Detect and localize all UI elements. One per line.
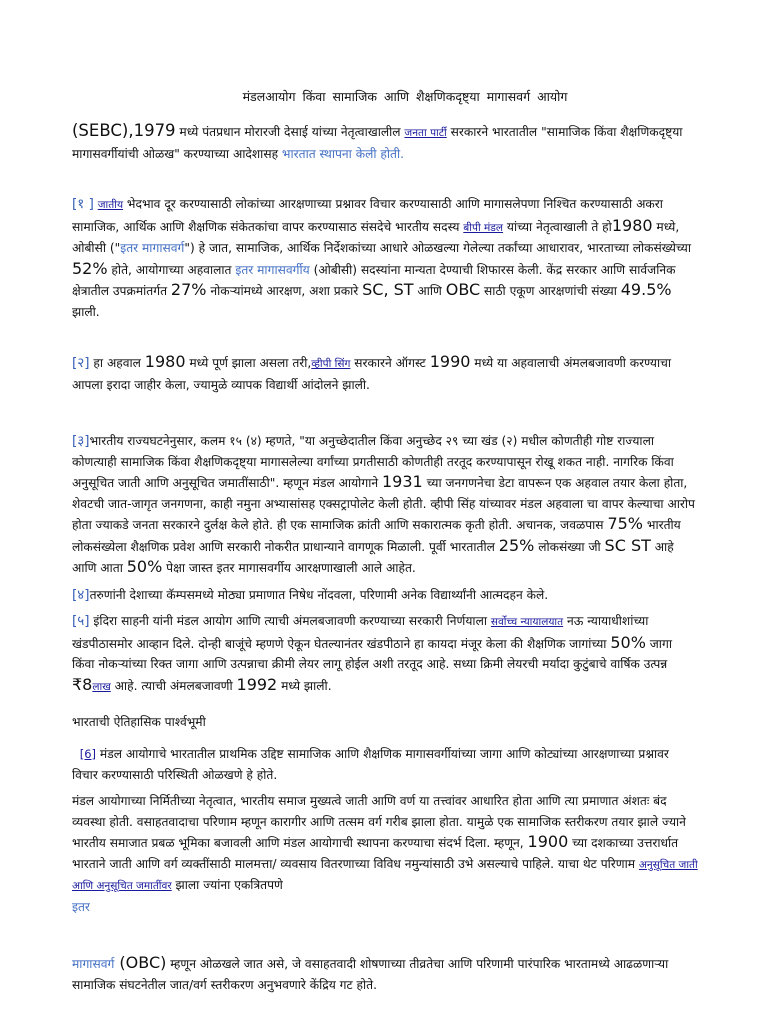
text: झाली.	[72, 304, 100, 319]
number: 50%	[126, 557, 163, 576]
text: (ओबीसी) सदस्यांना मान्यता देण्याची शिफारस केली. केंद्र सरकार आणि सार्वजनिक क्षेत्रातील उपक्रमांतर्गत	[72, 262, 676, 298]
number: 1992	[236, 674, 278, 694]
text: मध्ये झाली.	[277, 678, 332, 693]
text: मध्ये पंतप्रधान मोरारजी देसाई यांच्या नेतृत्वाखालील	[175, 125, 405, 139]
link-supreme-court[interactable]: सर्वोच्च न्यायालयात	[490, 616, 564, 628]
text: सरकारने ऑगस्ट	[350, 356, 430, 370]
paragraph-ref-6	[72, 744, 698, 785]
text: भारतीय राज्यघटनेनुसार, कलम १५ (४) म्हणते, "या अनुच्छेदातील किंवा अनुच्छेद २९ च्या खंड (२) मधील कोणतीही गोष्ट राज्याला कोणत्याही सामाजिक किंवा शैक्षणिकदृष्ट्या मागासलेल्या वर्गांच्या प्रगतीसाठी कोणतीही तरतूद करण्यापासून रोखू शकत नाही. नागरिक किंवा अनुसूचित जाती आणि अनुसूचित जमातींसाठी". म्हणून मंडल आयोगाने	[72, 434, 674, 490]
link-backward-class[interactable]: मागासवर्ग	[72, 957, 115, 971]
number: 1980	[611, 215, 653, 235]
paragraph-history	[72, 791, 698, 917]
text: मंडल आयोगाच्या निर्मितीच्या नेतृत्वात, भारतीय समाज मुख्यत्वे जाती आणि वर्ण या तत्त्वांवर आधारित होता आणि त्या प्रमाणात अंशतः बंद व्यवस्था होती. वसाहतवादाचा परिणाम म्हणून कारागीर आणि तत्सम वर्ग गरीब झाला होता. यामुळे एक सामाजिक स्तरीकरण तयार झाले ज्याने भारतीय समाजात प्रबळ भूमिका बजावली आणि मंडल आयोगाची स्थापना करण्याचा संदर्भ दिला. म्हणून,	[72, 794, 686, 850]
text: ") हे जात, सामाजिक, आर्थिक निर्देशकांच्या आधारे ओळखल्या गेलेल्या तर्कांच्या आधारावर, भारताच्या लोकसंख्येच्या	[184, 241, 692, 255]
text: च्या जनगणनेचा डेटा वापरून एक अहवाल तयार केला होता, शेवटची जात-जागृत जनगणना, काही नमुना अभ्यासांसह एक्सट्रापोलेट केली होती. व्हीपी सिंह यांच्यावर मंडल अहवाला चा वापर केल्याचा आरोप होता ज्याकडे जनता सरकारने दुर्लक्ष केले होते. ही एक सामाजिक क्रांती आणि सकारात्मक कृती होती. अचानक, जवळपास	[72, 476, 695, 532]
paragraph-ref-2	[72, 352, 698, 395]
text: यांच्या नेतृत्वाखाली ते हो	[503, 219, 612, 234]
ref-3[interactable]: [३]	[72, 433, 90, 449]
text: आणि	[413, 284, 446, 298]
text: च्या दशकाच्या उत्तरार्धात भारताने जाती आणि वर्ग व्यक्तींसाठी मालमत्ता/ व्यवसाय वितरणाच्या विविध नमुन्यांसाठी उभे असल्याचे पाहिले. याचा थेट परिणाम	[72, 836, 679, 871]
text: पेक्षा जास्त इतर मागासवर्गीय आरक्षणाखाली आले आहेत.	[162, 561, 416, 575]
number: 1990	[429, 352, 471, 371]
text: म्हणून ओळखले जात असे, जे वसाहतवादी शोषणाच्या तीव्रतेचा आणि परिणामी पारंपारिक भारतामध्ये आढळणाऱ्या सामाजिक संघटनेतील जात/वर्ग स्तरीकरण अनुभवणारे केंद्रिय गट होते.	[72, 957, 669, 992]
text: झाला ज्यांना एकत्रितपणे	[171, 878, 283, 892]
number: 1931	[382, 472, 423, 491]
text: (OBC)	[114, 953, 167, 972]
text: SC, ST	[362, 280, 414, 299]
link-vp-singh[interactable]: व्हीपी सिंग	[311, 358, 351, 370]
link-other[interactable]: इतर	[72, 899, 90, 914]
sebc-year: (SEBC),1979	[72, 121, 176, 140]
link-sc-st[interactable]: अनुसूचित जाती आणि अनुसूचित जमातींवर	[72, 858, 698, 892]
link-established[interactable]: भारतात स्थापना केली होती.	[281, 146, 404, 161]
text: आहे आणि आता	[72, 539, 674, 575]
paragraph-obc	[72, 953, 698, 995]
text: मध्ये पूर्ण झाला असला तरी,	[185, 356, 312, 370]
link-bp-mandal[interactable]: बीपी मंडल	[463, 221, 504, 234]
number: ₹8	[72, 674, 93, 694]
text: साठी एकूण आरक्षणांची संख्या	[480, 284, 621, 298]
number: 49.5%	[620, 280, 672, 299]
text: इंदिरा साहनी यांनी मंडल आयोग आणि त्याची अंमलबजावणी करण्याच्या सरकारी निर्णयाला	[89, 614, 491, 628]
paragraph-ref-4	[72, 585, 698, 606]
ref-6[interactable]: [6]	[79, 747, 97, 761]
text: सरकारने भारतातील "सामाजिक किंवा शैक्षणिकदृष्ट्या मागासवर्गीयांची ओळख" करण्याच्या आदेशासह	[72, 125, 683, 161]
number: 50%	[610, 632, 646, 652]
text: लोकसंख्या जी	[534, 539, 605, 554]
ref-1[interactable]: [१ ]	[72, 196, 94, 212]
link-lakh[interactable]: लाख	[92, 680, 111, 693]
number: 52%	[72, 258, 108, 278]
text: नऊ न्यायाधीशांच्या खंडपीठासमोर आव्हान दिले. दोन्ही बाजूंचे म्हणणे ऐकून घेतल्यानंतर खंडपीठाने हा कायदा मंजूर केला की शैक्षणिक जागांच्या	[72, 614, 649, 651]
text: OBC	[445, 280, 481, 299]
ref-5[interactable]: [५]	[72, 613, 90, 629]
ref-2[interactable]: [२]	[72, 355, 90, 371]
number: 25%	[498, 535, 535, 555]
number: 75%	[607, 514, 643, 533]
number: 27%	[170, 280, 207, 299]
text: आहे. त्याची अंमलबजावणी	[110, 678, 237, 693]
document-title: मंडलआयोग किंवा सामाजिक आणि शैक्षणिकदृष्ट्या मागासवर्ग आयोग	[242, 89, 568, 104]
text: नोकऱ्यांमध्ये आरक्षण, अशा प्रकारे	[206, 284, 363, 298]
section-heading: भारताची ऐतिहासिक पार्श्वभूमी	[72, 715, 206, 729]
text: हा अहवाल	[89, 356, 145, 370]
text: SC ST	[604, 535, 651, 555]
text: तरुणांनी देशाच्या कॅम्पसमध्ये मोठ्या प्रमाणात निषेध नोंदवला, परिणामी अनेक विद्यार्थ्यांनी आत्मदहन केले.	[89, 587, 549, 602]
ref-4[interactable]: [४]	[72, 586, 90, 603]
text: मंडल आयोगाचे भारतातील प्राथमिक उद्दिष्ट सामाजिक आणि शैक्षणिक मागासवर्गीयांच्या जागा आणि कोट्यांच्या आरक्षणाच्या प्रश्नावर विचार करण्यासाठी परिस्थिती ओळखणे हे होते.	[72, 747, 669, 782]
number: 1900	[527, 832, 569, 851]
text: होते, आयोगाच्या अहवालात	[107, 262, 236, 277]
text: जागा किंवा नोकऱ्यांच्या रिक्त जागा आणि उत्पन्नाचा क्रीमी लेयर लागू होईल अशी तरतूद आहे. सध्या क्रिमी लेयरची मर्यादा कुटुंबाचे वार्षिक उत्पन्न	[72, 636, 672, 671]
text: मध्ये, ओबीसी ("	[72, 219, 680, 255]
link-janata-party[interactable]: जनता पार्टी	[404, 127, 447, 139]
link-obc[interactable]: इतर मागासवर्ग	[120, 241, 185, 255]
paragraph-ref-5	[72, 611, 698, 697]
number: 1980	[144, 352, 186, 371]
link-caste[interactable]: जातीय	[97, 199, 124, 211]
paragraph-ref-3	[72, 431, 698, 579]
paragraph-intro	[72, 121, 698, 164]
link-other-backward[interactable]: इतर मागासवर्गीय	[235, 262, 310, 277]
text: भेदभाव दूर करण्यासाठी लोकांच्या आरक्षणाच्या प्रश्नावर विचार करण्यासाठी आणि मागासलेपणा निश्चित करण्यासाठी अकरा सामाजिक, आर्थिक आणि शैक्षणिक संकेतकांचा वापर करण्यासाठ संसदेचे भारतीय सदस्य	[72, 197, 663, 234]
text: मध्ये या अहवालाची अंमलबजावणी करण्याचा आपला इरादा जाहीर केला, ज्यामुळे व्यापक विद्यार्थी आंदोलने झाली.	[72, 356, 672, 392]
paragraph-ref-1	[72, 194, 698, 322]
text: भारतीय लोकसंख्येला शैक्षणिक प्रवेश आणि सरकारी नोकरीत प्राधान्याने वागणूक मिळाली. पूर्वी भारतातील	[72, 518, 681, 554]
